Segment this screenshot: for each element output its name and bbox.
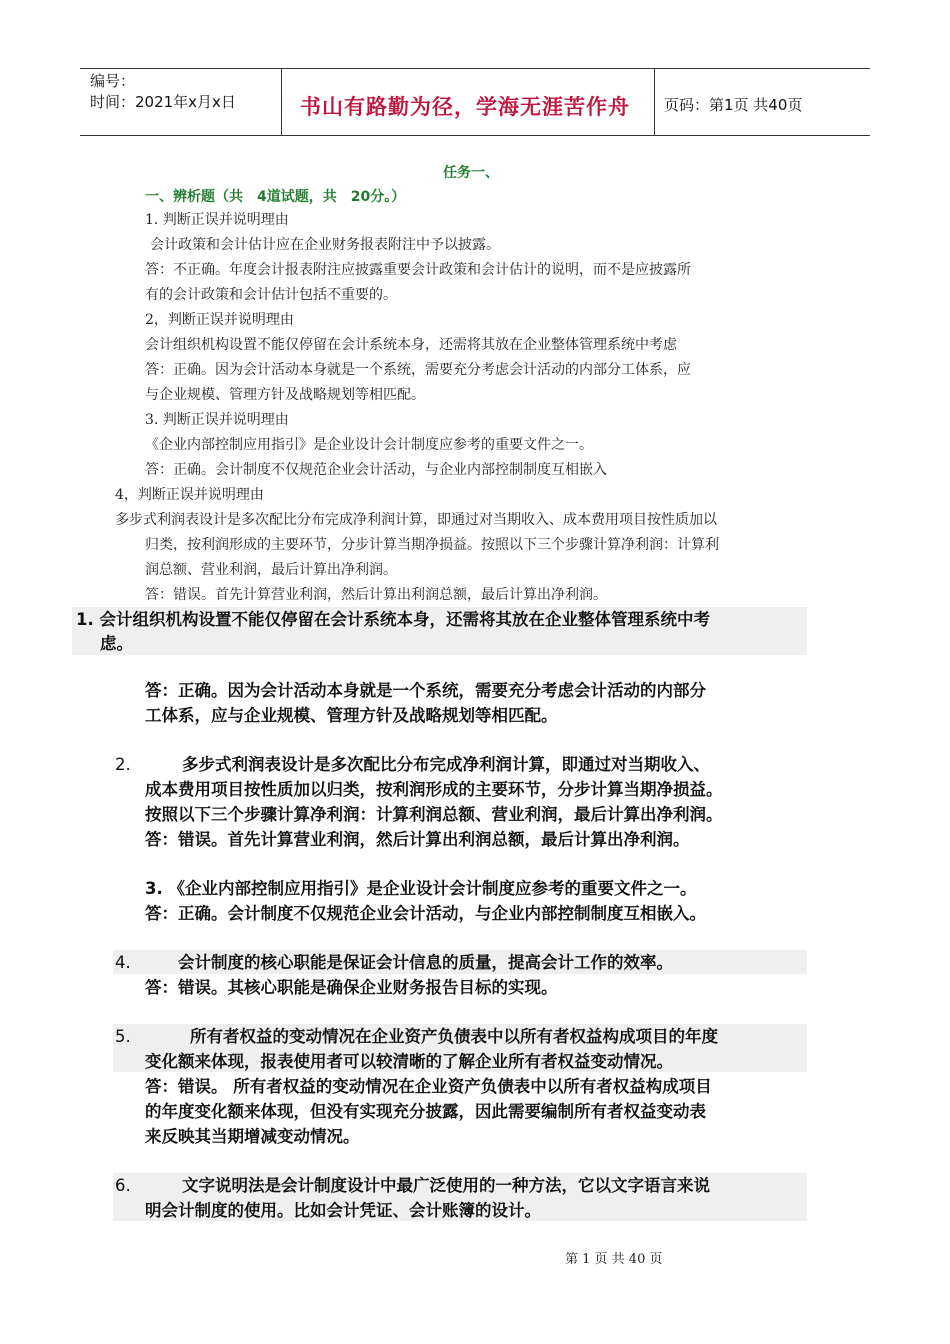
part-title: 一、辨析题（共 4道试题，共 20分。）: [145, 189, 406, 205]
page-footer: 第 1 页 共 40 页: [565, 1252, 663, 1267]
b2-statement-line3: 按照以下三个步骤计算净利润：计算利润总额、营业利润，最后计算出净利润。: [145, 805, 723, 824]
b5-statement-line2: 变化额来体现，报表使用者可以较清晰的了解企业所有者权益变动情况。: [145, 1052, 673, 1071]
header-top-rule: [80, 68, 870, 69]
b1-statement-line1: 1. 会计组织机构设置不能仅停留在会计系统本身，还需将其放在企业整体管理系统中考: [76, 610, 710, 629]
b1-answer-line1: 答：正确。因为会计活动本身就是一个系统，需要充分考虑会计活动的内部分: [145, 681, 706, 700]
q4-answer: 答：错误。首先计算营业利润，然后计算出利润总额，最后计算出净利润。: [145, 587, 607, 603]
b6-statement-line1: 文字说明法是会计制度设计中最广泛使用的一种方法，它以文字语言来说: [182, 1176, 710, 1195]
q1-answer-line2: 有的会计政策和会计估计包括不重要的。: [145, 287, 397, 303]
b4-statement: 会计制度的核心职能是保证会计信息的质量，提高会计工作的效率。: [178, 953, 673, 972]
q2-answer-line2: 与企业规模、管理方针及战略规划等相匹配。: [145, 387, 425, 403]
b1-answer-line2: 工体系，应与企业规模、管理方针及战略规划等相匹配。: [145, 706, 558, 725]
b3-answer: 答：正确。会计制度不仅规范企业会计活动，与企业内部控制制度互相嵌入。: [145, 904, 706, 923]
b4-answer: 答：错误。其核心职能是确保企业财务报告目标的实现。: [145, 978, 558, 997]
b5-answer-line2: 的年度变化额来体现，但没有实现充分披露，因此需要编制所有者权益变动表: [145, 1102, 706, 1121]
header-motto: 书山有路勤为径，学海无涯苦作舟: [300, 95, 630, 119]
header-divider-left: [281, 68, 282, 135]
q1-heading: 1. 判断正误并说明理由: [145, 212, 289, 228]
b3-statement: 3. 《企业内部控制应用指引》是企业设计会计制度应参考的重要文件之一。: [145, 879, 697, 898]
section-title: 任务一、: [443, 165, 499, 181]
q3-answer: 答：正确。会计制度不仅规范企业会计活动，与企业内部控制制度互相嵌入: [145, 462, 607, 478]
q2-heading: 2，判断正误并说明理由: [145, 312, 294, 328]
header-time-label: 时间：2021年x月x日: [90, 93, 236, 111]
b2-answer: 答：错误。首先计算营业利润，然后计算出利润总额，最后计算出净利润。: [145, 830, 690, 849]
b6-statement-line2: 明会计制度的使用。比如会计凭证、会计账簿的设计。: [145, 1201, 541, 1220]
q3-statement: 《企业内部控制应用指引》是企业设计会计制度应参考的重要文件之一。: [145, 437, 593, 453]
q3-heading: 3. 判断正误并说明理由: [145, 412, 289, 428]
q2-answer-line1: 答：正确。因为会计活动本身就是一个系统，需要充分考虑会计活动的内部分工体系，应: [145, 362, 691, 378]
b2-statement-line2: 成本费用项目按性质加以归类，按利润形成的主要环节，分步计算当期净损益。: [145, 780, 723, 799]
header-page-info: 页码：第1页 共40页: [664, 96, 803, 114]
b5-statement-line1: 所有者权益的变动情况在企业资产负债表中以所有者权益构成项目的年度: [190, 1027, 718, 1046]
b6-number: 6.: [115, 1176, 131, 1195]
q1-answer-line1: 答：不正确。年度会计报表附注应披露重要会计政策和会计估计的说明，而不是应披露所: [145, 262, 691, 278]
b5-answer-line1: 答：错误。 所有者权益的变动情况在企业资产负债表中以所有者权益构成项目: [145, 1077, 712, 1096]
header-bottom-rule: [80, 135, 870, 136]
q4-statement-line3: 润总额、营业利润，最后计算出净利润。: [145, 562, 397, 578]
header-divider-right: [654, 68, 655, 135]
b5-answer-line3: 来反映其当期增减变动情况。: [145, 1127, 360, 1146]
q1-statement: 会计政策和会计估计应在企业财务报表附注中予以披露。: [150, 237, 500, 253]
b2-statement-line1: 多步式利润表设计是多次配比分布完成净利润计算，即通过对当期收入、: [182, 755, 710, 774]
q2-statement: 会计组织机构设置不能仅停留在会计系统本身，还需将其放在企业整体管理系统中考虑: [145, 337, 677, 353]
q4-heading: 4，判断正误并说明理由: [115, 487, 264, 503]
b4-number: 4.: [115, 953, 131, 972]
b1-statement-line2: 虑。: [100, 634, 133, 653]
q4-statement-line1: 多步式利润表设计是多次配比分布完成净利润计算，即通过对当期收入、成本费用项目按性质加以: [115, 512, 717, 528]
q4-statement-line2: 归类，按利润形成的主要环节，分步计算当期净损益。按照以下三个步骤计算净利润：计算利: [145, 537, 719, 553]
b5-number: 5.: [115, 1027, 131, 1046]
b2-number: 2.: [115, 755, 131, 774]
header-code-label: 编号：: [90, 72, 136, 90]
